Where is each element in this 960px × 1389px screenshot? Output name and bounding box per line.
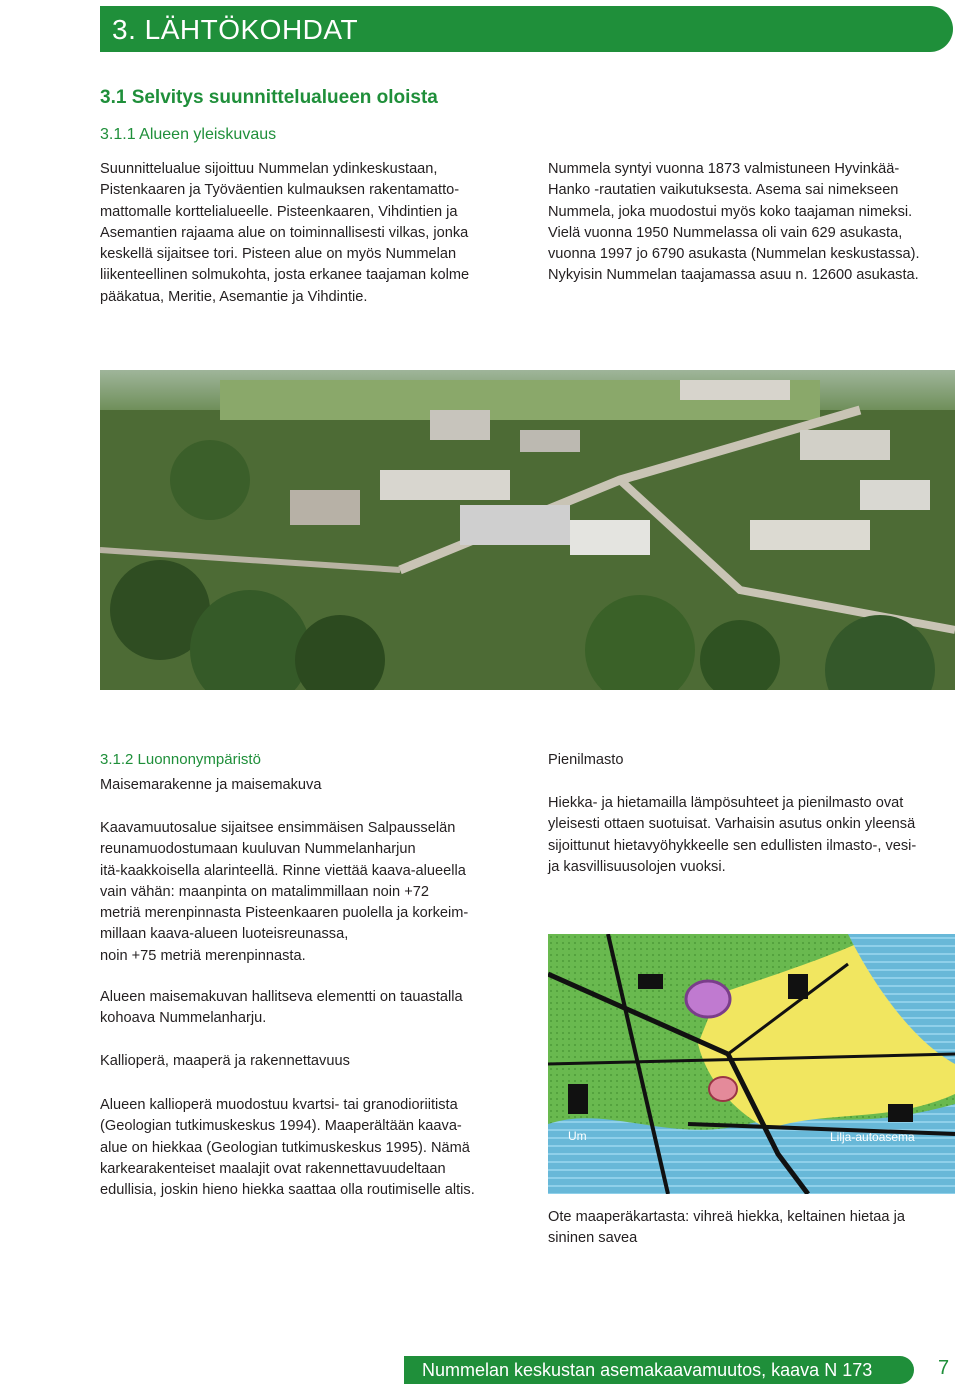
chapter-title: 3. LÄHTÖKOHDAT [112, 14, 359, 45]
landscape-element-paragraph [100, 987, 463, 1030]
map-label-left: Um [568, 1129, 587, 1143]
text-line: (Geologian tutkimuskeskus 1994). Maaperältään kaava- [100, 1118, 462, 1135]
text-line: millaan kaava-alueen luoteisreunassa, [100, 926, 349, 943]
text-line: vuonna 1997 jo 6790 asukasta (Nummelan keskustassa). [548, 246, 920, 263]
text-line: alue on hiekkaa (Geologian tutkimuskeskus 1995). Nämä [100, 1139, 470, 1156]
text-line: itä-kaakkoisella alarinteellä. Rinne viettää kaava-alueella [100, 862, 466, 879]
text-line: kohoava Nummelanharju. [100, 1010, 267, 1027]
soil-map [548, 934, 955, 1194]
map-caption [548, 1207, 905, 1250]
text-line: Vielä vuonna 1950 Nummelassa oli vain 629 asukasta, [548, 224, 903, 241]
intro-paragraph-right [548, 159, 920, 287]
text-line: Nykyisin Nummelan taajamassa asuu n. 12600 asukasta. [548, 267, 919, 284]
text-line: Pistenkaaren ja Työväentien kulmauksen rakentamatto- [100, 182, 460, 199]
text-line: Alueen maisemakuvan hallitseva elementti on tauastalla [100, 989, 463, 1005]
text-line: Ote maaperäkartasta: vihreä hiekka, keltainen hietaa ja [548, 1209, 905, 1225]
footer-title: Nummelan keskustan asemakaavamuutos, kaava N 173 [422, 1360, 873, 1380]
soil-map-graphic [548, 934, 955, 1194]
text-line: metriä merenpinnasta Pisteenkaaren puolella ja korkeim- [100, 905, 469, 922]
text-line: edullisia, joskin hieno hiekka saattaa olla routimiselle altis. [100, 1182, 475, 1199]
text-line: Hanko -rautatien vaikutuksesta. Asema sai nimekseen [548, 182, 899, 199]
text-line: pääkatua, Meritie, Asemantie ja Vihdintie. [100, 288, 368, 305]
text-line: Alueen kallioperä muodostuu kvartsi- tai granodioriitista [100, 1097, 458, 1113]
text-line: keskellä sijaitsee tori. Pisteen alue on myös Nummelan [100, 246, 457, 263]
text-line: mattomalle korttelialueelle. Pisteenkaaren, Vihdintien ja [100, 203, 458, 220]
text-line: ja kasvillisuusolojen vuoksi. [548, 858, 726, 875]
text-line: Kaavamuutosalue sijaitsee ensimmäisen Salpausselän [100, 820, 456, 836]
text-line: sijoittunut hietavyöhykkeelle sen edullisten ilmasto-, vesi- [548, 837, 917, 854]
subheading-bedrock: Kallioperä, maaperä ja rakennettavuus [100, 1053, 350, 1069]
aerial-photo [100, 370, 955, 690]
text-line: vain vähän: maanpinta on matalimmillaan noin +72 [100, 883, 429, 900]
landscape-paragraph [100, 818, 468, 967]
bedrock-paragraph [100, 1095, 475, 1201]
text-line: Asemantien rajaama alue on toiminnallisesti vilkas, jonka [100, 224, 469, 241]
microclimate-paragraph [548, 793, 916, 878]
footer-bar [404, 1356, 914, 1384]
text-line: Hiekka- ja hietamailla lämpösuhteet ja pienilmasto ovat [548, 795, 904, 811]
section-3-1-1-title: 3.1.1 Alueen yleiskuvaus [100, 126, 277, 143]
text-line: sininen savea [548, 1230, 638, 1247]
map-label-right: Lilja-autoasema [830, 1130, 915, 1144]
text-line: Nummela, joka muodostui myös koko taajaman nimeksi. [548, 203, 913, 220]
chapter-banner [100, 6, 953, 52]
text-line: Nummela syntyi vuonna 1873 valmistuneen Hyvinkää- [548, 161, 900, 177]
aerial-photo-graphic [100, 370, 955, 690]
intro-paragraph-left [100, 159, 469, 308]
page-number: 7 [938, 1357, 950, 1379]
section-3-1-2-title: 3.1.2 Luonnonympäristö [100, 751, 261, 768]
text-line: noin +75 metriä merenpinnasta. [100, 947, 306, 964]
section-3-1-title: 3.1 Selvitys suunnittelualueen oloista [100, 87, 438, 108]
text-line: yleisesti ottaen suotuisat. Varhaisin asutus onkin yleensä [548, 816, 916, 833]
text-line: liikenteellinen solmukohta, josta erkanee taajaman kolme [100, 267, 470, 284]
text-line: karkearakenteiset maalajit ovat rakennettavuudeltaan [100, 1160, 446, 1177]
subheading-landscape: Maisemarakenne ja maisemakuva [100, 777, 322, 793]
text-line: Suunnittelualue sijoittuu Nummelan ydinkeskustaan, [100, 161, 438, 177]
subheading-microclimate: Pienilmasto [548, 752, 624, 768]
text-line: reunamuodostumaan kuuluvan Nummelanharjun [100, 841, 416, 858]
